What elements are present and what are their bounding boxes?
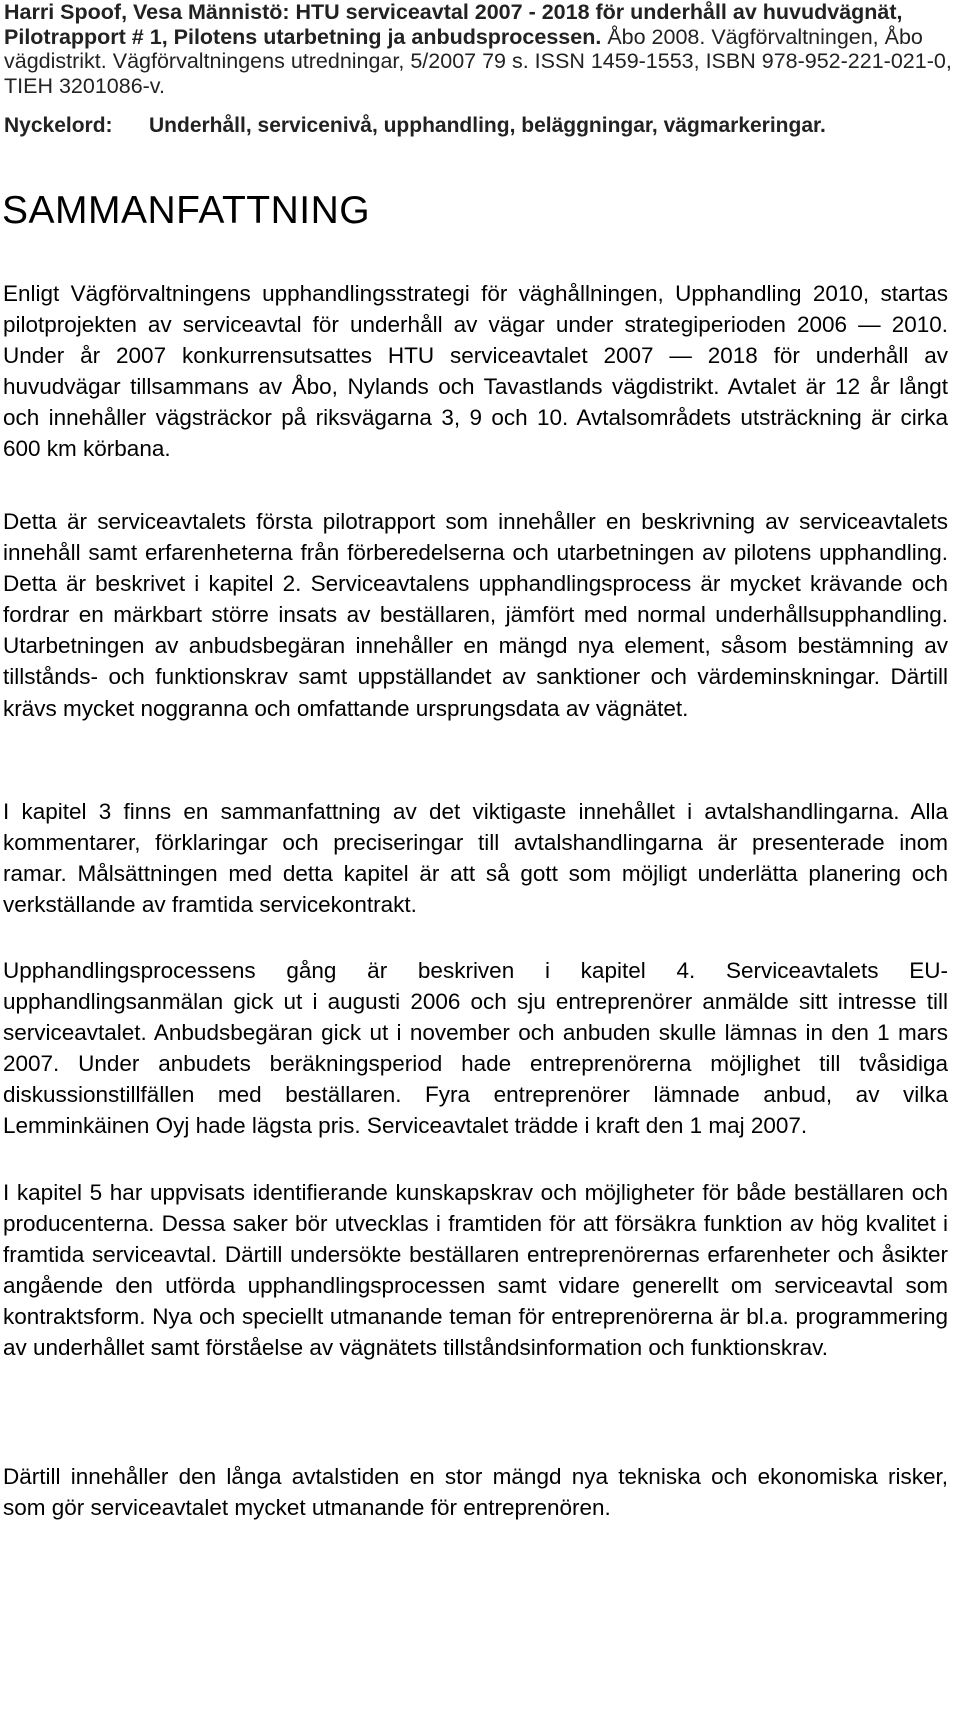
reference-authors-title: Harri Spoof, Vesa Männistö: HTU serviceavtal 2007 - 2018 för underhåll av huvudvägnät, Pilotrapport # 1, Pilotens utarbetning ja anbudsprocessen.	[4, 0, 903, 49]
summary-paragraph-6: Därtill innehåller den långa avtalstiden en stor mängd nya tekniska och ekonomiska risker, som gör serviceavtalet mycket utmanande för entreprenören.	[3, 1464, 948, 1521]
summary-paragraph-5: I kapitel 5 har uppvisats identifierande kunskapskrav och möjligheter för både beställaren och producenterna. Dessa saker bör utvecklas i framtiden för att försäkra funktion av hög kvalitet i framtida serviceavtal. Därtill undersökte beställaren entreprenörernas erfarenheter och åsikter angående den utförda upphandlingsprocessen samt vidare generellt om serviceavtal som kontraktsform. Nya och speciellt utmanande teman för entreprenörerna är bl.a. programmering av underhållet samt förståelse av vägnätets tillståndsinformation och funktionskrav.	[3, 1180, 948, 1361]
summary-paragraph-3: I kapitel 3 finns en sammanfattning av det viktigaste innehållet i avtalshandlingarna. Alla kommentarer, förklaringar och preciseringar till avtalshandlingarna är presenterade inom ramar. Målsättningen med detta kapitel är att så gott som möjligt underlätta planering och verkställande av framtida servicekontrakt.	[3, 799, 948, 918]
summary-paragraph-1: Enligt Vägförvaltningens upphandlingsstrategi för väghållningen, Upphandling 2010, startas pilotprojekten av serviceavtal för underhåll av vägar under strategiperioden 2006 — 2010. Under år 2007 konkurrensutsattes HTU serviceavtalet 2007 — 2018 för underhåll av huvudvägar tillsammans av Åbo, Nylands och Tavastlands vägdistrikt. Avtalet är 12 år långt och innehåller vägsträckor på riksvägarna 3, 9 och 10. Avtalsområdets utsträckning är cirka 600 km körbana.	[3, 281, 948, 462]
bibliographic-reference	[4, 0, 954, 98]
keywords-value: Underhåll, servicenivå, upphandling, beläggningar, vägmarkeringar.	[149, 114, 826, 137]
keywords-label: Nyckelord:	[4, 114, 113, 137]
keywords-row	[4, 113, 954, 139]
summary-paragraph-4: Upphandlingsprocessens gång är beskriven i kapitel 4. Serviceavtalets EU-upphandlingsanmälan gick ut i augusti 2006 och sju entreprenörer anmälde sitt intresse till serviceavtalet. Anbudsbegäran gick ut i november och anbuden skulle lämnas in den 1 mars 2007. Under anbudets beräkningsperiod hade entreprenörerna möjlighet till tvåsidiga diskussionstillfällen med beställaren. Fyra entreprenörer lämnade anbud, av vilka Lemminkäinen Oyj hade lägsta pris. Serviceavtalet trädde i kraft den 1 maj 2007.	[3, 958, 948, 1139]
section-heading: SAMMANFATTNING	[2, 189, 371, 232]
reference-publication-details: Åbo 2008. Vägförvaltningen, Åbo vägdistrikt. Vägförvaltningens utredningar, 5/2007 79 s. ISSN 1459-1553, ISBN 978-952-221-021-0, TIEH 3201086-v.	[4, 24, 952, 98]
summary-paragraph-2: Detta är serviceavtalets första pilotrapport som innehåller en beskrivning av serviceavtalets innehåll samt erfarenheterna från förberedelserna och utarbetningen av pilotens upphandling. Detta är beskrivet i kapitel 2. Serviceavtalens upphandlingsprocess är mycket krävande och fordrar en märkbart större insats av beställaren, jämfört med normal underhållsupphandling. Utarbetningen av anbudsbegäran innehåller en mängd nya element, såsom bestämning av tillstånds- och funktionskrav samt uppställandet av sanktioner och värdeminskningar. Därtill krävs mycket noggranna och omfattande ursprungsdata av vägnätet.	[3, 509, 948, 721]
